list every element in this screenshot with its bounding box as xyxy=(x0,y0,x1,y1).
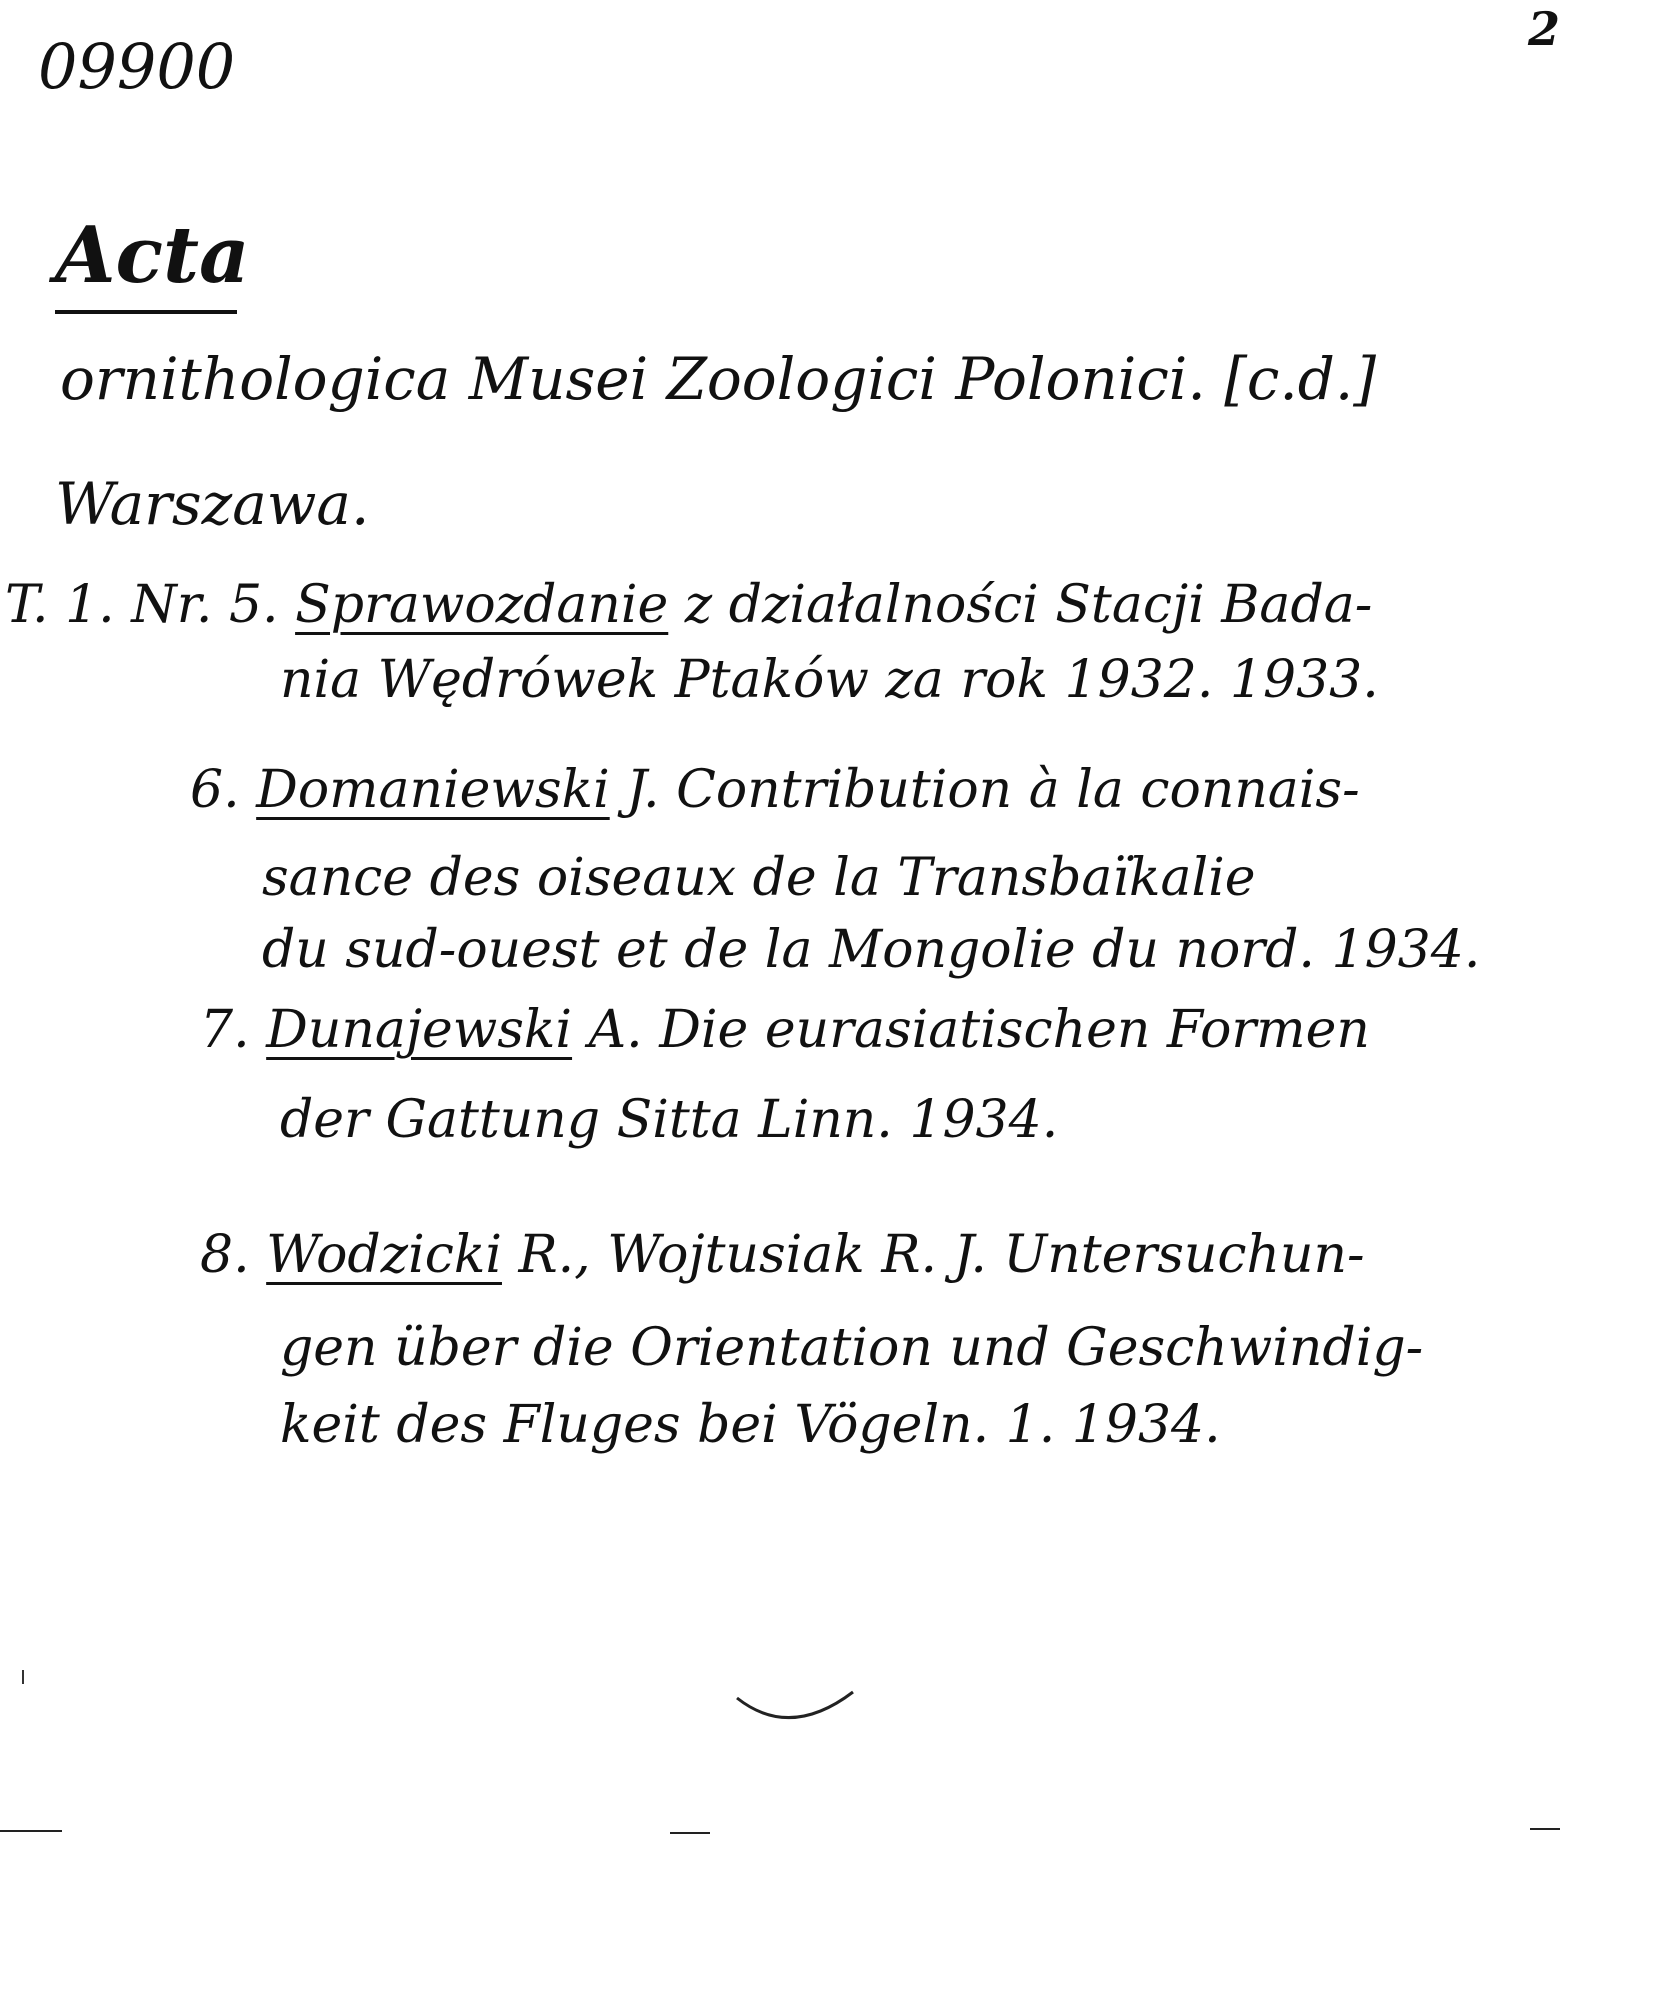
edge-rule-right xyxy=(1530,1828,1560,1830)
entry-3-line-1 xyxy=(200,1000,1370,1060)
entry-1-heading: Sprawozdanie xyxy=(295,575,669,635)
entry-3-author: Dunajewski xyxy=(266,1000,573,1060)
entry-1-number: T. 1. Nr. 5. xyxy=(5,575,296,635)
entry-1-line-2 xyxy=(280,650,1379,710)
curve-mark xyxy=(735,1690,855,1740)
entry-4-line-2 xyxy=(280,1318,1423,1378)
entry-3-text-cont: der Gattung Sitta Linn. 1934. xyxy=(280,1090,1059,1150)
entry-2-text-cont: sance des oiseaux de la Transbaïkalie xyxy=(262,848,1256,908)
entry-4-number: 8. xyxy=(200,1225,267,1285)
edge-rule-center xyxy=(670,1832,710,1834)
entry-3-line-2 xyxy=(280,1090,1058,1150)
title-continuation: ornithologica Musei Zoologici Polonici. [c.d.] xyxy=(60,345,1376,413)
entry-2-line-1 xyxy=(190,760,1360,820)
entry-2-line-3 xyxy=(262,920,1480,980)
entry-4-line-3 xyxy=(280,1395,1221,1455)
stray-mark xyxy=(22,1670,24,1684)
entry-3-number: 7. xyxy=(200,1000,267,1060)
entry-2-text: J. Contribution à la connais- xyxy=(609,760,1360,820)
entry-2-author: Domaniewski xyxy=(256,760,610,820)
entry-2-text-cont-2: du sud-ouest et de la Mongolie du nord. 1934. xyxy=(262,920,1481,980)
title-underline xyxy=(55,310,237,314)
page-number: 2 xyxy=(1528,2,1561,56)
entry-4-author: Wodzicki xyxy=(266,1225,502,1285)
edge-rule-left xyxy=(0,1830,62,1832)
entry-4-text-cont-2: keit des Fluges bei Vögeln. 1. 1934. xyxy=(280,1395,1221,1455)
entry-2-number: 6. xyxy=(190,760,257,820)
title-word: Acta xyxy=(55,210,250,301)
entry-4-text-cont: gen über die Orientation und Geschwindig- xyxy=(280,1318,1424,1378)
entry-1-text: z działalności Stacji Bada- xyxy=(668,575,1373,635)
entry-2-line-2 xyxy=(262,848,1256,908)
publication-place: Warszawa. xyxy=(55,470,370,538)
entry-4-text: R., Wojtusiak R. J. Untersuchun- xyxy=(501,1225,1365,1285)
entry-1-line-1 xyxy=(5,575,1372,635)
entry-3-text: A. Die eurasiatischen Formen xyxy=(572,1000,1370,1060)
catalog-number: 09900 xyxy=(38,30,236,103)
entry-4-line-1 xyxy=(200,1225,1365,1285)
entry-1-text-cont: nia Wędrówek Ptaków za rok 1932. 1933. xyxy=(280,650,1379,710)
